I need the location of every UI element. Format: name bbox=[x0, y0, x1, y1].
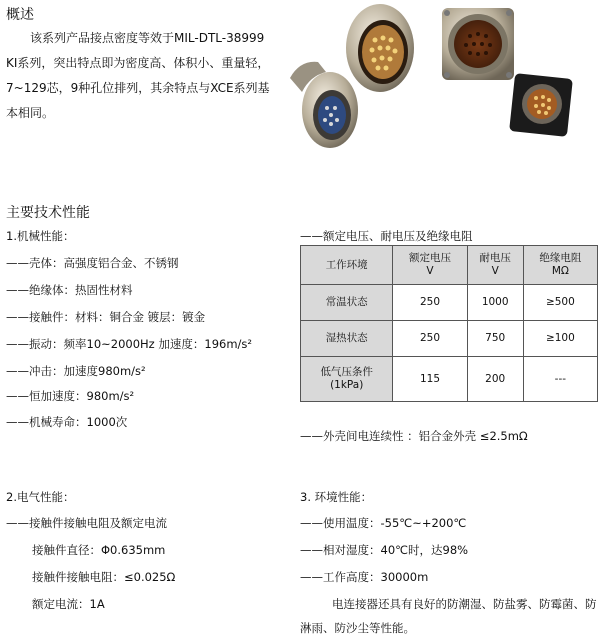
table-header: 耐电压 V bbox=[467, 246, 523, 285]
electrical-item: 接触件直径：Φ0.635mm bbox=[32, 543, 166, 557]
connector-photo bbox=[280, 0, 590, 170]
overview-title: 概述 bbox=[6, 7, 34, 23]
table-header-row bbox=[301, 246, 598, 285]
table-row bbox=[301, 285, 598, 321]
mechanical-heading: 1.机械性能： bbox=[6, 229, 75, 243]
table-cell: 200 bbox=[467, 357, 523, 402]
environmental-item: ——使用温度：-55℃~+200℃ bbox=[300, 516, 467, 530]
mechanical-item: ——壳体：高强度铝合金、不锈钢 bbox=[6, 256, 179, 270]
continuity-text: ——外壳间电连续性 ：铝合金外壳 ≤2.5mΩ bbox=[300, 429, 528, 443]
overview-text: 该系列产品接点密度等效于MIL-DTL-38999 KI系列，突出特点即为密度高、体积小、重量轻，7~129芯，9种孔位排列，其余特点与XCE系列基本相同。 bbox=[6, 31, 270, 120]
table-cell: 115 bbox=[393, 357, 467, 402]
table-cell: 1000 bbox=[467, 285, 523, 321]
mechanical-item: ——恒加速度：980m/s² bbox=[6, 389, 135, 403]
table-cell: 250 bbox=[393, 321, 467, 357]
table-cell: ≥500 bbox=[523, 285, 597, 321]
electrical-item: 额定电流：1A bbox=[32, 597, 105, 611]
main-title: 主要技术性能 bbox=[6, 205, 90, 221]
table-row bbox=[301, 321, 598, 357]
table-cell: 低气压条件 (1kPa) bbox=[301, 357, 393, 402]
round-connector-photo bbox=[346, 4, 414, 92]
environmental-note: 淋雨、防沙尘等性能。 bbox=[300, 621, 415, 635]
mechanical-item: ——冲击：加速度980m/s² bbox=[6, 364, 146, 378]
square-receptacle-photo bbox=[442, 8, 514, 80]
mechanical-item: ——绝缘体：热固性材料 bbox=[6, 283, 133, 297]
table-cell: 湿热状态 bbox=[301, 321, 393, 357]
mechanical-item: ——振动：频率10~2000Hz 加速度：196m/s² bbox=[6, 337, 253, 351]
environmental-heading: 3. 环境性能： bbox=[300, 490, 373, 504]
mechanical-item: ——接触件：材料：铜合金 镀层：镀金 bbox=[6, 310, 206, 324]
environmental-item: ——工作高度：30000m bbox=[300, 570, 429, 584]
table-cell: ≥100 bbox=[523, 321, 597, 357]
table-header: 额定电压 V bbox=[393, 246, 467, 285]
table-header: 工作环境 bbox=[301, 246, 393, 285]
cable-plug-photo bbox=[290, 62, 358, 148]
table-header: 绝缘电阻 MΩ bbox=[523, 246, 597, 285]
table-row bbox=[301, 357, 598, 402]
table-cell: --- bbox=[523, 357, 597, 402]
table-caption: ——额定电压、耐电压及绝缘电阻 bbox=[300, 229, 473, 243]
environmental-item: ——相对湿度：40℃时，达98% bbox=[300, 543, 469, 557]
table-cell: 750 bbox=[467, 321, 523, 357]
electrical-item: ——接触件接触电阻及额定电流 bbox=[6, 516, 167, 530]
table-cell: 常温状态 bbox=[301, 285, 393, 321]
mechanical-item: ——机械寿命：1000次 bbox=[6, 415, 128, 429]
environmental-note: 电连接器还具有良好的防潮湿、防盐雾、防霉菌、防 bbox=[332, 597, 597, 611]
spec-table bbox=[300, 245, 598, 402]
electrical-heading: 2.电气性能： bbox=[6, 490, 75, 504]
electrical-item: 接触件接触电阻：≤0.025Ω bbox=[32, 570, 176, 584]
black-receptacle-photo bbox=[509, 73, 573, 137]
table-cell: 250 bbox=[393, 285, 467, 321]
